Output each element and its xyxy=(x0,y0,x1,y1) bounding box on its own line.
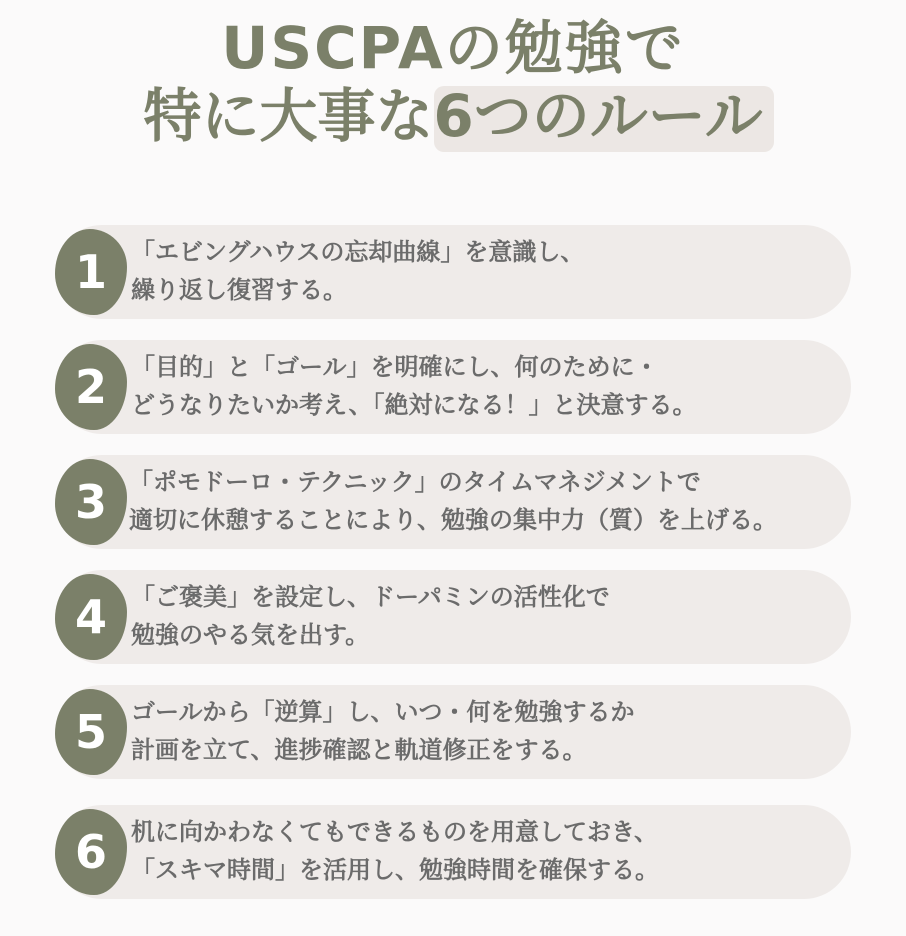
rule-text-line1: 「ポモドーロ・テクニック」のタイムマネジメントで xyxy=(129,468,701,496)
rule-text-line1: 「ご褒美」を設定し、ドーパミンの活性化で xyxy=(131,583,610,611)
rule-number-badge: 3 xyxy=(55,459,127,545)
rule-item-5 xyxy=(55,685,851,779)
rule-text-line2: 適切に休憩することにより、勉強の集中力（質）を上げる。 xyxy=(129,506,777,534)
rule-text-line2: 「スキマ時間」を活用し、勉強時間を確保する。 xyxy=(131,856,659,884)
rule-text-line2: 勉強のやる気を出す。 xyxy=(131,621,370,649)
rule-text-line2: 繰り返し復習する。 xyxy=(131,276,347,304)
rule-text xyxy=(131,693,635,769)
rule-text-line1: 「目的」と「ゴール」を明確にし、何のために・ xyxy=(131,353,659,381)
rule-text xyxy=(131,233,584,309)
rule-text-line1: ゴールから「逆算」し、いつ・何を勉強するか xyxy=(131,698,635,726)
page-title-line2: 特に大事な6つのルール xyxy=(143,82,763,150)
rule-item-2 xyxy=(55,340,851,434)
rule-text-line2: どうなりたいか考え、「絶対になる！」と決意する。 xyxy=(131,391,697,419)
rule-text-line2: 計画を立て、進捗確認と軌道修正をする。 xyxy=(131,736,587,764)
rule-number-badge: 4 xyxy=(55,574,127,660)
rule-text-line1: 机に向かわなくてもできるものを用意しておき、 xyxy=(131,818,659,846)
rule-number-badge: 6 xyxy=(55,809,127,895)
rule-item-6 xyxy=(55,805,851,899)
rule-number-badge: 5 xyxy=(55,689,127,775)
rule-text-line1: 「エビングハウスの忘却曲線」を意識し、 xyxy=(131,238,585,266)
rule-item-1 xyxy=(55,225,851,319)
rule-number-badge: 1 xyxy=(55,229,127,315)
rule-item-3 xyxy=(55,455,851,549)
rule-number-badge: 2 xyxy=(55,344,127,430)
rule-text xyxy=(131,813,659,889)
page-title-line1: USCPAの勉強で xyxy=(221,14,685,82)
rule-text xyxy=(131,348,696,424)
rule-text xyxy=(129,463,777,539)
rule-text xyxy=(131,578,610,654)
rule-item-4 xyxy=(55,570,851,664)
